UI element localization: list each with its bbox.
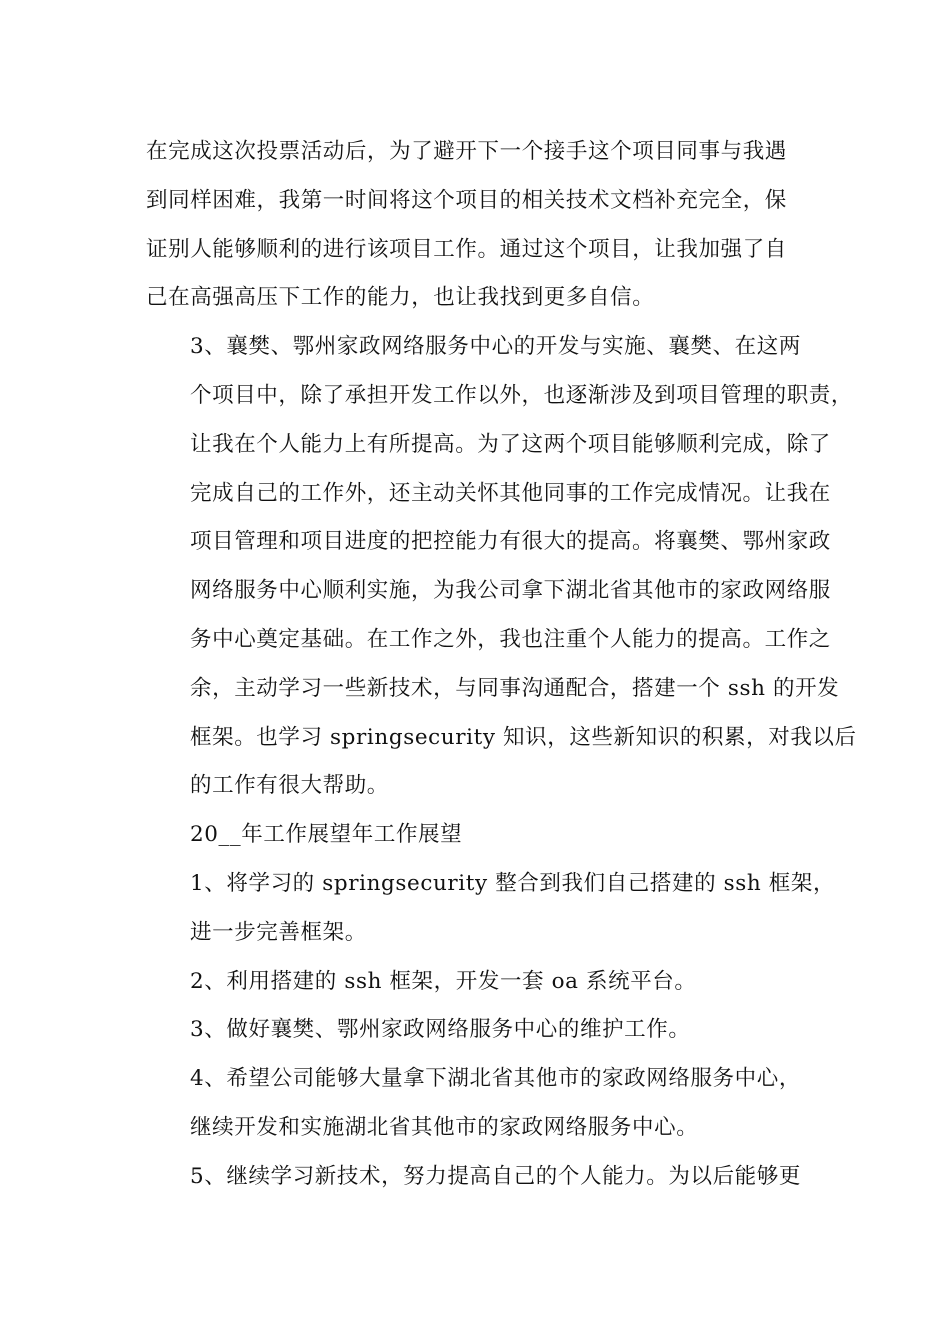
paragraph [146,1006,818,1055]
text-line: 余，主动学习一些新技术，与同事沟通配合，搭建一个 ssh 的开发 [190,675,840,701]
text-line: 3、做好襄樊、鄂州家政网络服务中心的维护工作。 [190,1017,691,1043]
text-line: 5、继续学习新技术，努力提高自己的个人能力。为以后能够更 [190,1163,801,1189]
text-line: 1、将学习的 springsecurity 整合到我们自己搭建的 ssh 框架， [190,870,836,896]
paragraph [146,860,836,958]
text-line: 3、襄樊、鄂州家政网络服务中心的开发与实施、襄樊、在这两 [190,334,801,360]
text-line: 个项目中，除了承担开发工作以外，也逐渐涉及到项目管理的职责， [190,382,854,408]
document-body [146,128,857,1202]
text-line: 进一步完善框架。 [190,919,367,945]
text-line: 2、利用搭建的 ssh 框架，开发一套 oa 系统平台。 [190,968,697,994]
text-line: 证别人能够顺利的进行该项目工作。通过这个项目，让我加强了自 [146,236,787,262]
text-line: 继续开发和实施湖北省其他市的家政网络服务中心。 [190,1114,699,1140]
paragraph [146,811,818,860]
text-line: 的工作有很大帮助。 [190,773,389,799]
paragraph [146,958,818,1007]
text-line: 完成自己的工作外，还主动关怀其他同事的工作完成情况。让我在 [190,480,831,506]
text-line: 项目管理和项目进度的把控能力有很大的提高。将襄樊、鄂州家政 [190,529,831,555]
text-line: 20__年工作展望年工作展望 [190,822,463,848]
paragraph [146,128,818,323]
text-line: 己在高强高压下工作的能力，也让我找到更多自信。 [146,285,655,311]
text-line: 务中心奠定基础。在工作之外，我也注重个人能力的提高。工作之 [190,626,831,652]
paragraph [146,1153,818,1202]
text-line: 到同样困难，我第一时间将这个项目的相关技术文档补充完全，保 [146,187,787,213]
text-line: 网络服务中心顺利实施，为我公司拿下湖北省其他市的家政网络服 [190,578,831,604]
text-line: 在完成这次投票活动后，为了避开下一个接手这个项目同事与我遇 [146,139,787,164]
text-line: 4、希望公司能够大量拿下湖北省其他市的家政网络服务中心， [190,1066,801,1092]
text-line: 框架。也学习 springsecurity 知识，这些新知识的积累，对我以后 [190,724,857,750]
paragraph [146,1055,818,1153]
paragraph [146,323,857,811]
text-line: 让我在个人能力上有所提高。为了这两个项目能够顺利完成，除了 [190,431,831,457]
